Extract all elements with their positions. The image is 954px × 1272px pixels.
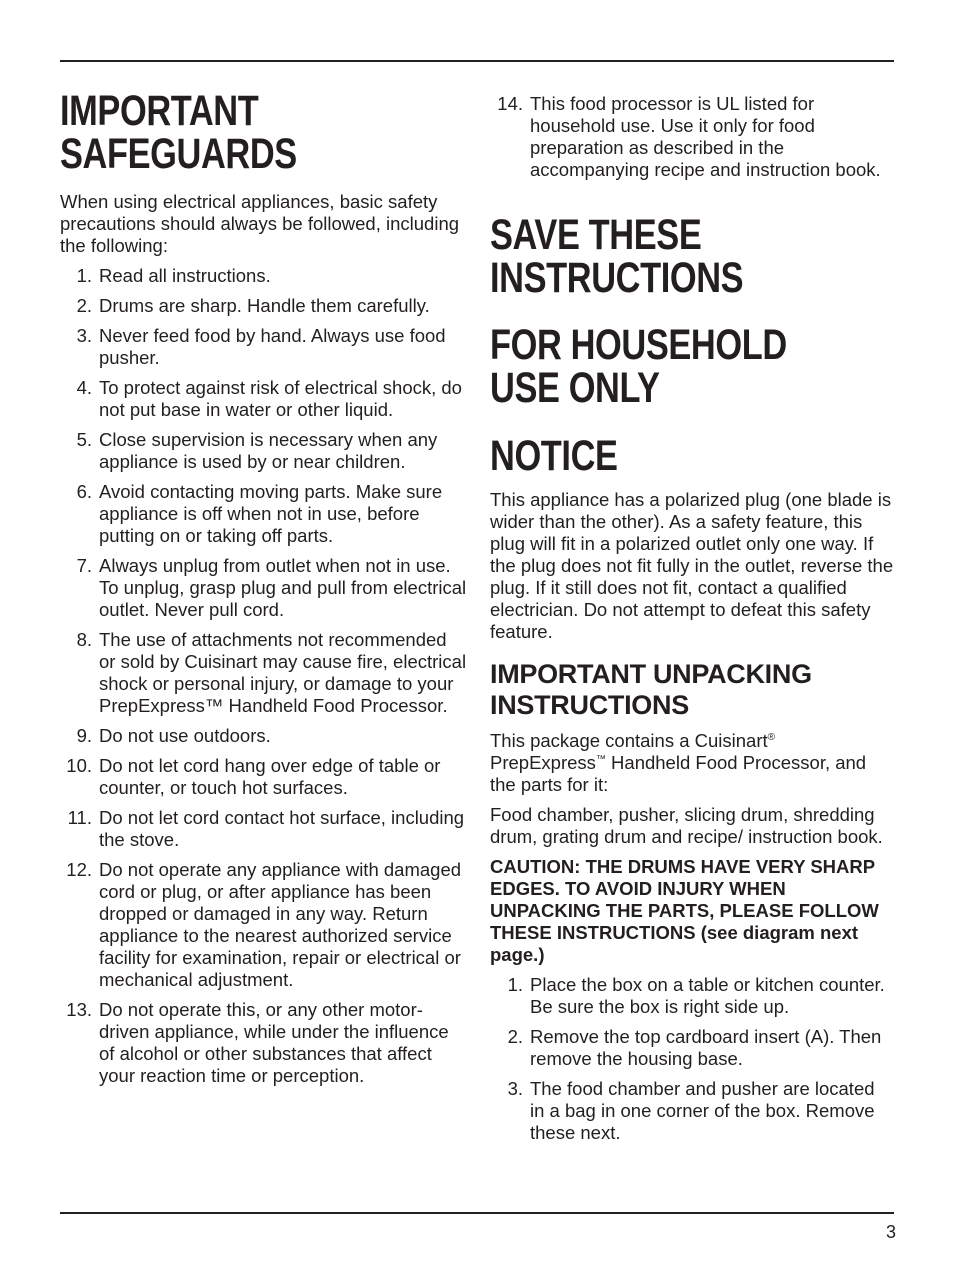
list-item [60, 295, 468, 317]
item-text: Drums are sharp. Handle them carefully. [99, 295, 430, 316]
item-number: 6. [76, 481, 92, 502]
list-item [60, 555, 468, 621]
item-text: The use of attachments not recommended or sold by Cuisinart may cause fire, electrical shock or personal injury, or damage to your PrepExpress™ Handheld Food Processor. [99, 629, 467, 716]
list-item [60, 629, 468, 717]
caution-text: CAUTION: THE DRUMS HAVE VERY SHARP EDGES. TO AVOID INJURY WHEN UNPACKING THE PARTS, PLEASE FOLLOW THESE INSTRUCTIONS (see diagram next page.) [490, 856, 879, 965]
item-number: 4. [76, 377, 92, 398]
package-text-a: This package contains a Cuisinart [490, 730, 768, 751]
list-item [60, 755, 468, 799]
item-number: 7. [76, 555, 92, 576]
item-text: Close supervision is necessary when any appliance is used by or near children. [99, 429, 438, 472]
parts-list-text: Food chamber, pusher, slicing drum, shredding drum, grating drum and recipe/ instruction book. [490, 804, 883, 847]
list-item [490, 1026, 894, 1070]
item-number: 10. [66, 755, 92, 776]
notice-heading: NOTICE [490, 432, 618, 480]
notice-text: This appliance has a polarized plug (one blade is wider than the other). As a safety feature, this plug will fit in a polarized outlet only one way. If the plug does not fit fully in the outlet, reverse the plug. If it still does not fit, contact a qualified electrician. Do not attempt to defeat this safety feature. [490, 489, 894, 642]
item-text: Do not use outdoors. [99, 725, 271, 746]
list-item [60, 377, 468, 421]
list-item [60, 481, 468, 547]
item-text: Do not let cord hang over edge of table or counter, or touch hot surfaces. [99, 755, 441, 798]
item-text: Remove the top cardboard insert (A). Then remove the housing base. [530, 1026, 882, 1069]
safeguards-list [60, 265, 468, 1087]
registered-mark: ® [767, 732, 776, 743]
list-item [60, 999, 468, 1087]
item-text: Read all instructions. [99, 265, 271, 286]
item-text: Always unplug from outlet when not in use. To unplug, grasp plug and pull from electrical outlet. Never pull cord. [99, 555, 467, 620]
item-text: Do not let cord contact hot surface, including the stove. [99, 807, 465, 850]
item-text: This food processor is UL listed for household use. Use it only for food preparation as described in the accompanying recipe and instruction book. [530, 93, 881, 180]
page-number: 3 [885, 1222, 896, 1242]
item-text: To protect against risk of electrical shock, do not put base in water or other liquid. [99, 377, 462, 420]
safeguards-intro: When using electrical appliances, basic safety precautions should always be followed, including the following: [60, 191, 460, 256]
list-item [60, 859, 468, 991]
heading-line-2: SAFEGUARDS [60, 130, 297, 178]
list-item [490, 1078, 894, 1144]
item-number: 3. [76, 325, 92, 346]
list-item [60, 725, 468, 747]
item-text: Place the box on a table or kitchen counter. Be sure the box is right side up. [530, 974, 885, 1017]
heading-line-1: SAVE THESE [490, 211, 702, 259]
list-item [490, 974, 894, 1018]
package-text-c: Handheld Food Processor, and the parts for it: [490, 752, 867, 795]
heading-line-1: FOR HOUSEHOLD [490, 321, 787, 369]
list-item [60, 429, 468, 473]
right-column [490, 93, 894, 1152]
list-item [60, 325, 468, 369]
heading-line-2: USE ONLY [490, 364, 660, 412]
trademark: ™ [595, 754, 606, 765]
save-instructions-heading [490, 211, 910, 302]
item-text: Do not operate any appliance with damaged cord or plug, or after appliance has been dropped or damaged in any way. Return appliance to the nearest authorized service facility for examination, repair or electrical or mechanical adjustment. [99, 859, 462, 990]
package-contents-text [490, 730, 894, 796]
item-text: The food chamber and pusher are located in a bag in one corner of the box. Remove these next. [530, 1078, 875, 1143]
item-number: 2. [507, 1026, 523, 1047]
unpacking-steps-list [490, 974, 894, 1144]
item-number: 11. [67, 807, 92, 828]
item-number: 1. [76, 265, 92, 286]
item-text: Never feed food by hand. Always use food pusher. [99, 325, 446, 368]
item-text: Avoid contacting moving parts. Make sure appliance is off when not in use, before putting on or taking off parts. [99, 481, 443, 546]
unpacking-heading [490, 659, 894, 721]
item-number: 14. [497, 93, 523, 114]
item-number: 13. [66, 999, 92, 1020]
list-item [60, 265, 468, 287]
list-item [60, 807, 468, 851]
heading-line-2: INSTRUCTIONS [490, 690, 689, 720]
top-rule [60, 60, 894, 62]
heading-line-1: IMPORTANT [60, 87, 259, 135]
item-number: 1. [507, 974, 523, 995]
package-text-b: PrepExpress [490, 752, 596, 773]
item-number: 5. [76, 429, 92, 450]
item-number: 8. [76, 629, 92, 650]
item-number: 12. [66, 859, 92, 880]
safeguards-list-continued [490, 93, 894, 181]
item-text: Do not operate this, or any other motor-driven appliance, while under the influence of alcohol or other substances that affect your reaction time or perception. [99, 999, 449, 1086]
heading-line-1: IMPORTANT UNPACKING [490, 659, 812, 689]
item-number: 2. [76, 295, 92, 316]
household-use-heading [490, 321, 910, 412]
left-column [60, 87, 468, 1095]
bottom-rule [60, 1212, 894, 1214]
important-safeguards-heading [60, 87, 484, 178]
heading-line-2: INSTRUCTIONS [490, 254, 744, 302]
item-number: 9. [76, 725, 92, 746]
list-item [490, 93, 894, 181]
item-number: 3. [507, 1078, 523, 1099]
